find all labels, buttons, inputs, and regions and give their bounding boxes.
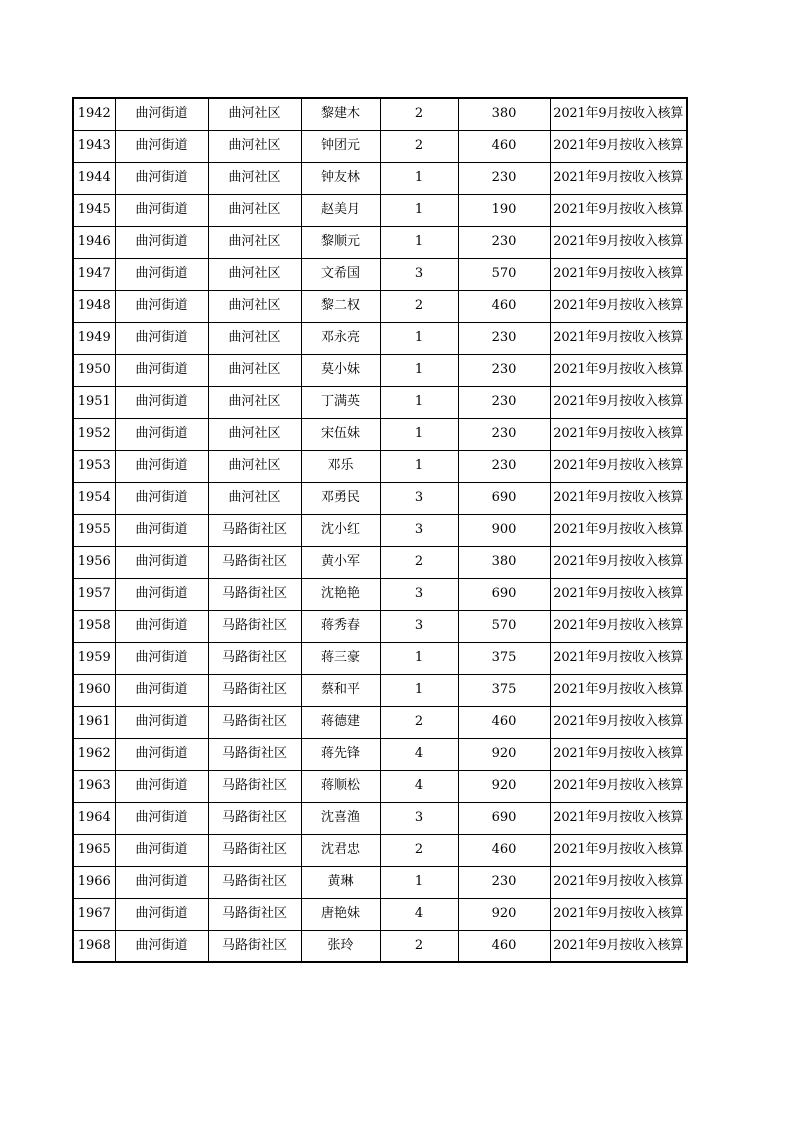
household-members-cell: 2 xyxy=(380,98,458,130)
household-members-cell: 1 xyxy=(380,322,458,354)
note-cell: 2021年9月按收入核算 xyxy=(550,802,687,834)
table-row xyxy=(73,898,687,930)
amount-cell: 920 xyxy=(458,738,550,770)
row-number-cell: 1958 xyxy=(73,610,115,642)
street-cell: 曲河街道 xyxy=(115,706,208,738)
note-cell: 2021年9月按收入核算 xyxy=(550,738,687,770)
resident-name-cell: 沈艳艳 xyxy=(301,578,380,610)
resident-name-cell: 丁满英 xyxy=(301,386,380,418)
resident-name-cell: 莫小妹 xyxy=(301,354,380,386)
amount-cell: 230 xyxy=(458,322,550,354)
table-row xyxy=(73,834,687,866)
household-members-cell: 3 xyxy=(380,482,458,514)
resident-name-cell: 沈喜渔 xyxy=(301,802,380,834)
household-members-cell: 3 xyxy=(380,610,458,642)
row-number-cell: 1964 xyxy=(73,802,115,834)
household-members-cell: 4 xyxy=(380,770,458,802)
amount-cell: 230 xyxy=(458,226,550,258)
note-cell: 2021年9月按收入核算 xyxy=(550,642,687,674)
note-cell: 2021年9月按收入核算 xyxy=(550,706,687,738)
resident-name-cell: 黎顺元 xyxy=(301,226,380,258)
community-cell: 曲河社区 xyxy=(208,418,301,450)
table-row xyxy=(73,354,687,386)
row-number-cell: 1961 xyxy=(73,706,115,738)
row-number-cell: 1959 xyxy=(73,642,115,674)
community-cell: 曲河社区 xyxy=(208,450,301,482)
street-cell: 曲河街道 xyxy=(115,802,208,834)
table-row xyxy=(73,546,687,578)
resident-name-cell: 文希国 xyxy=(301,258,380,290)
household-members-cell: 2 xyxy=(380,706,458,738)
row-number-cell: 1948 xyxy=(73,290,115,322)
note-cell: 2021年9月按收入核算 xyxy=(550,866,687,898)
community-cell: 曲河社区 xyxy=(208,354,301,386)
household-members-cell: 3 xyxy=(380,802,458,834)
resident-name-cell: 黄琳 xyxy=(301,866,380,898)
community-cell: 马路街社区 xyxy=(208,738,301,770)
household-members-cell: 1 xyxy=(380,354,458,386)
amount-cell: 570 xyxy=(458,610,550,642)
note-cell: 2021年9月按收入核算 xyxy=(550,194,687,226)
community-cell: 曲河社区 xyxy=(208,226,301,258)
street-cell: 曲河街道 xyxy=(115,642,208,674)
resident-name-cell: 蔡和平 xyxy=(301,674,380,706)
amount-cell: 230 xyxy=(458,354,550,386)
amount-cell: 460 xyxy=(458,706,550,738)
note-cell: 2021年9月按收入核算 xyxy=(550,578,687,610)
table-row xyxy=(73,770,687,802)
street-cell: 曲河街道 xyxy=(115,450,208,482)
row-number-cell: 1943 xyxy=(73,130,115,162)
household-members-cell: 1 xyxy=(380,226,458,258)
row-number-cell: 1950 xyxy=(73,354,115,386)
table-row xyxy=(73,674,687,706)
street-cell: 曲河街道 xyxy=(115,578,208,610)
community-cell: 马路街社区 xyxy=(208,642,301,674)
note-cell: 2021年9月按收入核算 xyxy=(550,226,687,258)
resident-name-cell: 沈君忠 xyxy=(301,834,380,866)
note-cell: 2021年9月按收入核算 xyxy=(550,354,687,386)
resident-name-cell: 邓乐 xyxy=(301,450,380,482)
community-cell: 曲河社区 xyxy=(208,322,301,354)
amount-cell: 380 xyxy=(458,98,550,130)
household-members-cell: 1 xyxy=(380,866,458,898)
row-number-cell: 1956 xyxy=(73,546,115,578)
street-cell: 曲河街道 xyxy=(115,354,208,386)
table-row xyxy=(73,98,687,130)
household-members-cell: 2 xyxy=(380,290,458,322)
resident-name-cell: 蒋德建 xyxy=(301,706,380,738)
street-cell: 曲河街道 xyxy=(115,514,208,546)
amount-cell: 460 xyxy=(458,930,550,962)
street-cell: 曲河街道 xyxy=(115,738,208,770)
amount-cell: 900 xyxy=(458,514,550,546)
street-cell: 曲河街道 xyxy=(115,322,208,354)
street-cell: 曲河街道 xyxy=(115,162,208,194)
row-number-cell: 1954 xyxy=(73,482,115,514)
resident-name-cell: 黎二权 xyxy=(301,290,380,322)
resident-name-cell: 宋伍妹 xyxy=(301,418,380,450)
household-members-cell: 1 xyxy=(380,418,458,450)
row-number-cell: 1967 xyxy=(73,898,115,930)
community-cell: 马路街社区 xyxy=(208,706,301,738)
row-number-cell: 1949 xyxy=(73,322,115,354)
household-members-cell: 2 xyxy=(380,930,458,962)
street-cell: 曲河街道 xyxy=(115,610,208,642)
community-cell: 曲河社区 xyxy=(208,98,301,130)
amount-cell: 460 xyxy=(458,290,550,322)
table-row xyxy=(73,738,687,770)
table-row xyxy=(73,866,687,898)
table-row xyxy=(73,162,687,194)
community-cell: 马路街社区 xyxy=(208,834,301,866)
household-members-cell: 4 xyxy=(380,898,458,930)
resident-name-cell: 黎建木 xyxy=(301,98,380,130)
table-row xyxy=(73,482,687,514)
resident-name-cell: 蒋三豪 xyxy=(301,642,380,674)
resident-name-cell: 蒋顺松 xyxy=(301,770,380,802)
resident-name-cell: 邓勇民 xyxy=(301,482,380,514)
street-cell: 曲河街道 xyxy=(115,674,208,706)
community-cell: 马路街社区 xyxy=(208,898,301,930)
note-cell: 2021年9月按收入核算 xyxy=(550,130,687,162)
table-row xyxy=(73,514,687,546)
household-members-cell: 1 xyxy=(380,194,458,226)
note-cell: 2021年9月按收入核算 xyxy=(550,514,687,546)
note-cell: 2021年9月按收入核算 xyxy=(550,322,687,354)
note-cell: 2021年9月按收入核算 xyxy=(550,482,687,514)
community-cell: 马路街社区 xyxy=(208,770,301,802)
row-number-cell: 1951 xyxy=(73,386,115,418)
amount-cell: 690 xyxy=(458,482,550,514)
amount-cell: 570 xyxy=(458,258,550,290)
street-cell: 曲河街道 xyxy=(115,866,208,898)
row-number-cell: 1952 xyxy=(73,418,115,450)
resident-name-cell: 赵美月 xyxy=(301,194,380,226)
street-cell: 曲河街道 xyxy=(115,898,208,930)
records-table-body xyxy=(73,98,687,962)
street-cell: 曲河街道 xyxy=(115,226,208,258)
community-cell: 曲河社区 xyxy=(208,162,301,194)
community-cell: 曲河社区 xyxy=(208,386,301,418)
row-number-cell: 1955 xyxy=(73,514,115,546)
street-cell: 曲河街道 xyxy=(115,258,208,290)
street-cell: 曲河街道 xyxy=(115,386,208,418)
household-members-cell: 3 xyxy=(380,514,458,546)
table-row xyxy=(73,706,687,738)
amount-cell: 230 xyxy=(458,450,550,482)
row-number-cell: 1953 xyxy=(73,450,115,482)
table-row xyxy=(73,578,687,610)
note-cell: 2021年9月按收入核算 xyxy=(550,386,687,418)
community-cell: 马路街社区 xyxy=(208,674,301,706)
note-cell: 2021年9月按收入核算 xyxy=(550,770,687,802)
community-cell: 马路街社区 xyxy=(208,866,301,898)
resident-name-cell: 黄小军 xyxy=(301,546,380,578)
table-row xyxy=(73,930,687,962)
street-cell: 曲河街道 xyxy=(115,770,208,802)
community-cell: 曲河社区 xyxy=(208,290,301,322)
table-row xyxy=(73,642,687,674)
row-number-cell: 1968 xyxy=(73,930,115,962)
records-table xyxy=(72,97,688,963)
resident-name-cell: 邓永亮 xyxy=(301,322,380,354)
street-cell: 曲河街道 xyxy=(115,98,208,130)
row-number-cell: 1965 xyxy=(73,834,115,866)
amount-cell: 380 xyxy=(458,546,550,578)
row-number-cell: 1963 xyxy=(73,770,115,802)
note-cell: 2021年9月按收入核算 xyxy=(550,258,687,290)
community-cell: 马路街社区 xyxy=(208,610,301,642)
table-row xyxy=(73,194,687,226)
community-cell: 马路街社区 xyxy=(208,802,301,834)
note-cell: 2021年9月按收入核算 xyxy=(550,98,687,130)
household-members-cell: 1 xyxy=(380,642,458,674)
row-number-cell: 1942 xyxy=(73,98,115,130)
community-cell: 曲河社区 xyxy=(208,258,301,290)
community-cell: 马路街社区 xyxy=(208,930,301,962)
community-cell: 曲河社区 xyxy=(208,194,301,226)
household-members-cell: 4 xyxy=(380,738,458,770)
amount-cell: 375 xyxy=(458,674,550,706)
table-row xyxy=(73,610,687,642)
amount-cell: 190 xyxy=(458,194,550,226)
household-members-cell: 1 xyxy=(380,450,458,482)
street-cell: 曲河街道 xyxy=(115,290,208,322)
resident-name-cell: 唐艳妹 xyxy=(301,898,380,930)
community-cell: 马路街社区 xyxy=(208,546,301,578)
household-members-cell: 3 xyxy=(380,258,458,290)
note-cell: 2021年9月按收入核算 xyxy=(550,450,687,482)
note-cell: 2021年9月按收入核算 xyxy=(550,418,687,450)
household-members-cell: 2 xyxy=(380,546,458,578)
street-cell: 曲河街道 xyxy=(115,546,208,578)
table-row xyxy=(73,418,687,450)
community-cell: 马路街社区 xyxy=(208,578,301,610)
amount-cell: 460 xyxy=(458,130,550,162)
amount-cell: 230 xyxy=(458,418,550,450)
household-members-cell: 1 xyxy=(380,162,458,194)
table-row xyxy=(73,130,687,162)
note-cell: 2021年9月按收入核算 xyxy=(550,930,687,962)
row-number-cell: 1966 xyxy=(73,866,115,898)
household-members-cell: 1 xyxy=(380,674,458,706)
household-members-cell: 2 xyxy=(380,130,458,162)
table-row xyxy=(73,322,687,354)
table-row xyxy=(73,802,687,834)
community-cell: 马路街社区 xyxy=(208,514,301,546)
resident-name-cell: 钟团元 xyxy=(301,130,380,162)
note-cell: 2021年9月按收入核算 xyxy=(550,290,687,322)
note-cell: 2021年9月按收入核算 xyxy=(550,546,687,578)
amount-cell: 460 xyxy=(458,834,550,866)
street-cell: 曲河街道 xyxy=(115,482,208,514)
street-cell: 曲河街道 xyxy=(115,834,208,866)
community-cell: 曲河社区 xyxy=(208,482,301,514)
row-number-cell: 1957 xyxy=(73,578,115,610)
amount-cell: 920 xyxy=(458,898,550,930)
resident-name-cell: 钟友林 xyxy=(301,162,380,194)
street-cell: 曲河街道 xyxy=(115,130,208,162)
resident-name-cell: 蒋先锋 xyxy=(301,738,380,770)
row-number-cell: 1947 xyxy=(73,258,115,290)
amount-cell: 690 xyxy=(458,578,550,610)
community-cell: 曲河社区 xyxy=(208,130,301,162)
amount-cell: 690 xyxy=(458,802,550,834)
street-cell: 曲河街道 xyxy=(115,194,208,226)
note-cell: 2021年9月按收入核算 xyxy=(550,674,687,706)
street-cell: 曲河街道 xyxy=(115,930,208,962)
note-cell: 2021年9月按收入核算 xyxy=(550,162,687,194)
table-row xyxy=(73,386,687,418)
resident-name-cell: 沈小红 xyxy=(301,514,380,546)
household-members-cell: 1 xyxy=(380,386,458,418)
note-cell: 2021年9月按收入核算 xyxy=(550,834,687,866)
table-row xyxy=(73,450,687,482)
household-members-cell: 2 xyxy=(380,834,458,866)
resident-name-cell: 蒋秀春 xyxy=(301,610,380,642)
table-row xyxy=(73,258,687,290)
note-cell: 2021年9月按收入核算 xyxy=(550,610,687,642)
amount-cell: 375 xyxy=(458,642,550,674)
note-cell: 2021年9月按收入核算 xyxy=(550,898,687,930)
row-number-cell: 1962 xyxy=(73,738,115,770)
amount-cell: 230 xyxy=(458,866,550,898)
row-number-cell: 1946 xyxy=(73,226,115,258)
amount-cell: 230 xyxy=(458,162,550,194)
row-number-cell: 1944 xyxy=(73,162,115,194)
table-row xyxy=(73,226,687,258)
table-row xyxy=(73,290,687,322)
row-number-cell: 1945 xyxy=(73,194,115,226)
resident-name-cell: 张玲 xyxy=(301,930,380,962)
row-number-cell: 1960 xyxy=(73,674,115,706)
street-cell: 曲河街道 xyxy=(115,418,208,450)
amount-cell: 230 xyxy=(458,386,550,418)
household-members-cell: 3 xyxy=(380,578,458,610)
amount-cell: 920 xyxy=(458,770,550,802)
